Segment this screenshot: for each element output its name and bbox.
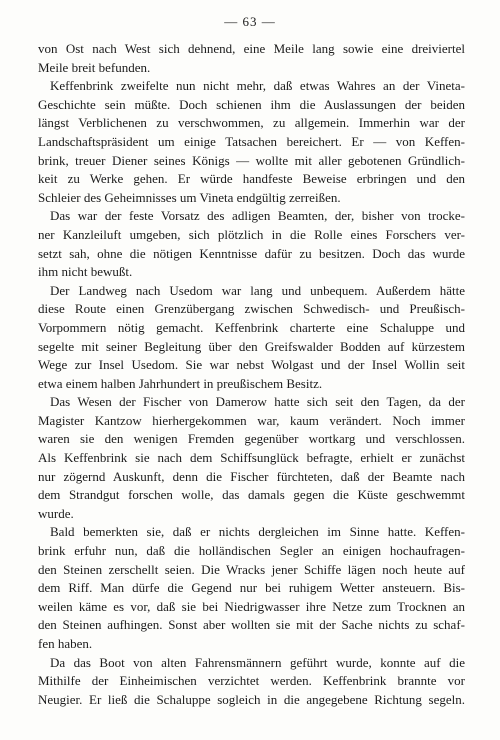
text-line: Das Wesen der Fischer von Damerow hatte sich seit den Tagen, da der — [50, 394, 465, 410]
paragraph — [38, 393, 465, 523]
text-line: brink, treuer Diener seines Königs — wollte mit aller gebotenen Gründlich- — [38, 152, 465, 168]
text-line: Wege zur Insel Usedom. Sie war nebst Wolgast und der Insel Wollin seit — [38, 357, 465, 373]
paragraph — [38, 207, 465, 281]
text-line: keit zu Werke gehen. Er würde handfeste Beweise erbringen und den — [38, 171, 465, 187]
text-line: den Steinen zerschellt seien. Die Wracks jener Schiffe lägen noch heute auf — [38, 561, 465, 577]
text-line: Magister Kantzow hierhergekommen war, kaum verändert. Noch immer — [38, 412, 465, 428]
paragraph — [38, 282, 465, 394]
text-line: Da das Boot von alten Fahrensmännern geführt wurde, konnte auf die — [50, 654, 465, 670]
paragraph — [38, 77, 465, 207]
text-line: Als Keffenbrink sie nach dem Schiffsunglück befragte, erhielt er zunächst — [38, 450, 465, 466]
text-line: ihm nicht bewußt. — [38, 264, 133, 280]
text-line: den Steinen aufhingen. Sonst aber wollten sie mit der Sache nichts zu schaf- — [38, 617, 465, 633]
text-line: weilen käme es vor, daß sie bei Niedrigwasser ihre Netze zum Trocknen an — [38, 598, 465, 614]
text-line: Neugier. Er ließ die Schaluppe sogleich in die angegebene Richtung segeln. — [38, 691, 465, 707]
text-line: etwa einem halben Jahrhundert in preußischem Besitz. — [38, 375, 323, 391]
text-line: segelte mit seiner Begleitung über den Greifswalder Bodden auf kürzestem — [38, 338, 465, 354]
paragraph — [38, 40, 465, 77]
page-body — [38, 40, 465, 709]
paragraph — [38, 654, 465, 710]
text-line: Vorpommern nötig gemacht. Keffenbrink charterte eine Schaluppe und — [38, 319, 465, 335]
text-line: dem Riff. Man dürfe die Gegend nur bei ruhigem Wetter ansteuern. Bis- — [38, 580, 465, 596]
text-line: von Ost nach West sich dehnend, eine Meile lang sowie eine dreiviertel — [38, 41, 465, 56]
text-line: Schleier des Geheimnisses um Vineta endgültig zerreißen. — [38, 189, 341, 205]
text-line: Mithilfe der Einheimischen verzichtet werden. Keffenbrink brannte vor — [38, 673, 465, 689]
text-line: Der Landweg nach Usedom war lang und unbequem. Außerdem hätte — [50, 282, 465, 298]
text-line: Landschaftspräsident um einige Tatsachen bereichert. Er — von Keffen- — [38, 133, 465, 149]
text-line: ner Kanzleiluft umgeben, sich plötzlich in die Rolle eines Forschers ver- — [38, 226, 465, 242]
text-line: wurde. — [38, 505, 74, 521]
text-line: dem Strandgut forschen wolle, das damals gegen die Küste geschwemmt — [38, 487, 465, 503]
text-line: Meile breit befunden. — [38, 59, 151, 75]
text-line: diese Route einen Grenzübergang zwischen Schwedisch- und Preußisch- — [38, 301, 465, 317]
text-line: Geschichte sein müßte. Doch schienen ihm die Auslassungen der beiden — [38, 96, 465, 112]
text-line: Keffenbrink zweifelte nun nicht mehr, daß etwas Wahres an der Vineta- — [50, 78, 465, 94]
text-line: brink erfuhr nun, daß die holländischen Segler an einigen hochaufragen- — [38, 543, 465, 559]
text-line: Das war der feste Vorsatz des adligen Beamten, der, bisher von trocke- — [50, 208, 465, 224]
paragraph — [38, 523, 465, 653]
text-line: waren sie den wenigen Fremden gegenüber wortkarg und verschlossen. — [38, 431, 465, 447]
text-line: fen haben. — [38, 636, 93, 651]
text-line: setzt sah, ohne die nötigen Kenntnisse dafür zu besitzen. Doch das wurde — [38, 245, 465, 261]
text-line: Bald bemerkten sie, daß er nichts dergleichen im Sinne hatte. Keffen- — [50, 524, 465, 540]
page-number: — 63 — — [224, 14, 276, 29]
text-line: nur zögernd Auskunft, denn die Fischer fürchteten, daß der Beamte nach — [38, 468, 465, 484]
text-line: längst Verblichenen zu verschwommen, zu allgemein. Immerhin war der — [38, 115, 465, 131]
